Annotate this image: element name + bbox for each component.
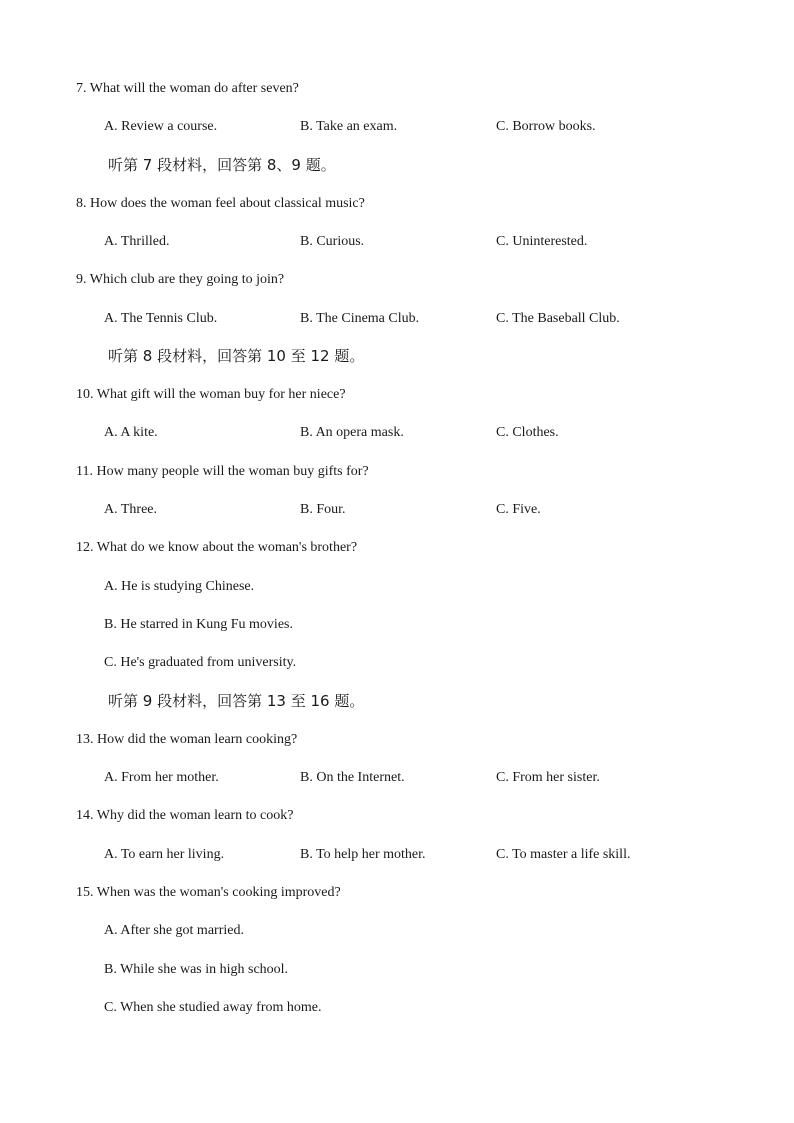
question-13-option-c: C. From her sister. (496, 770, 600, 785)
question-9-option-c: C. The Baseball Club. (496, 311, 620, 326)
question-15-option-c: C. When she studied away from home. (104, 1000, 322, 1015)
question-11-option-b: B. Four. (300, 502, 346, 517)
question-10-option-b: B. An opera mask. (300, 425, 404, 440)
question-8-option-b: B. Curious. (300, 234, 365, 249)
question-8-stem: 8. How does the woman feel about classical music? (76, 196, 365, 211)
question-7-stem: 7. What will the woman do after seven? (76, 81, 299, 96)
question-14-option-a: A. To earn her living. (104, 847, 225, 862)
question-15-option-b: B. While she was in high school. (104, 962, 289, 977)
question-14-option-c: C. To master a life skill. (496, 847, 631, 862)
question-12-option-c: C. He's graduated from university. (104, 655, 297, 670)
question-13-stem: 13. How did the woman learn cooking? (76, 732, 298, 747)
question-8-option-a: A. Thrilled. (104, 234, 170, 249)
question-8-option-c: C. Uninterested. (496, 234, 588, 249)
question-7-option-b: B. Take an exam. (300, 119, 398, 134)
question-7-option-a: A. Review a course. (104, 119, 218, 134)
question-12-option-a: A. He is studying Chinese. (104, 579, 255, 594)
question-13-option-b: B. On the Internet. (300, 770, 405, 785)
section-heading-9: 听第 9 段材料，回答第 13 至 16 题。 (108, 692, 365, 710)
question-14-option-b: B. To help her mother. (300, 847, 426, 862)
section-heading-8: 听第 8 段材料，回答第 10 至 12 题。 (108, 347, 365, 365)
question-11-option-a: A. Three. (104, 502, 157, 517)
question-9-option-b: B. The Cinema Club. (300, 311, 420, 326)
question-9-option-a: A. The Tennis Club. (104, 311, 218, 326)
question-12-stem: 12. What do we know about the woman's brother? (76, 540, 358, 555)
question-11-option-c: C. Five. (496, 502, 541, 517)
question-10-stem: 10. What gift will the woman buy for her niece? (76, 387, 346, 402)
question-9-stem: 9. Which club are they going to join? (76, 272, 285, 287)
question-11-stem: 11. How many people will the woman buy gifts for? (76, 464, 369, 479)
question-13-option-a: A. From her mother. (104, 770, 219, 785)
question-10-option-a: A. A kite. (104, 425, 158, 440)
question-12-option-b: B. He starred in Kung Fu movies. (104, 617, 293, 632)
section-heading-7: 听第 7 段材料，回答第 8、9 题。 (108, 156, 336, 174)
question-15-option-a: A. After she got married. (104, 923, 244, 938)
question-7-option-c: C. Borrow books. (496, 119, 596, 134)
question-10-option-c: C. Clothes. (496, 425, 559, 440)
question-14-stem: 14. Why did the woman learn to cook? (76, 808, 294, 823)
question-15-stem: 15. When was the woman's cooking improved? (76, 885, 341, 900)
